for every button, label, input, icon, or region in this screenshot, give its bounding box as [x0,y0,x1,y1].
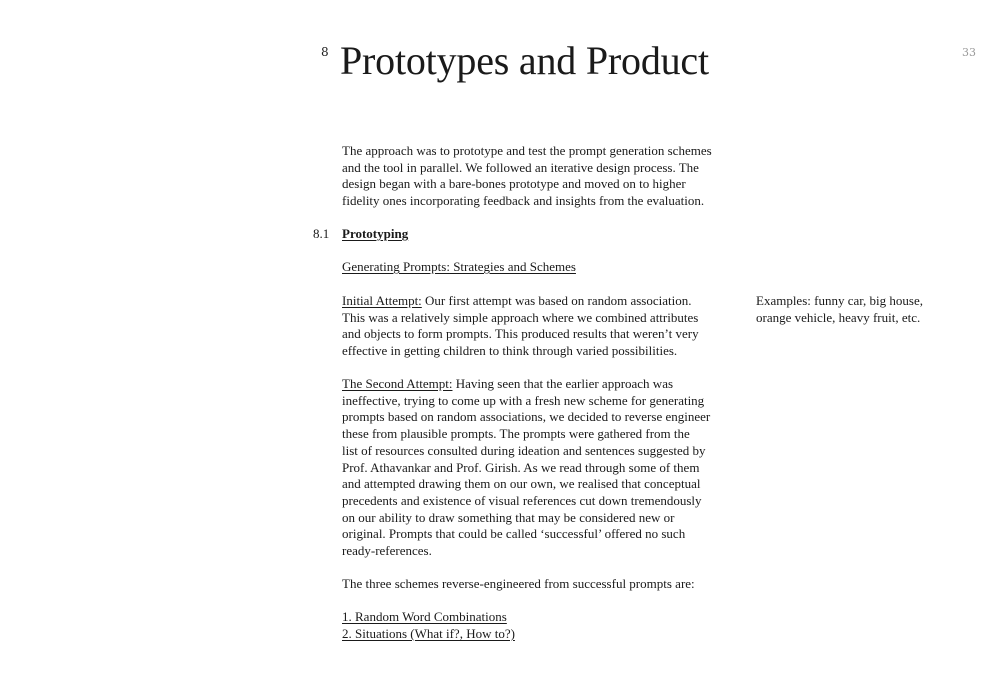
second-attempt-line: prompts based on random associations, we decided to reverse engineer [342,409,711,425]
initial-attempt-line: This was a relatively simple approach where we combined attributes [342,309,699,325]
intro-line: and the tool in parallel. We followed an iterative design process. The [342,159,699,175]
intro-line: design began with a bare-bones prototype and moved on to higher [342,176,686,192]
second-attempt-line: Prof. Athavankar and Prof. Girish. As we read through some of them [342,459,700,475]
scheme-item-label: 2. Situations (What if?, How to?) [342,625,515,641]
second-attempt-line: ready-references. [342,543,432,559]
initial-attempt-label: Initial Attempt: [342,293,422,308]
intro-line: The approach was to prototype and test the prompt generation schemes [342,143,712,158]
initial-attempt-line: and objects to form prompts. This produced results that weren’t very [342,326,699,342]
chapter-number: 8 [321,45,329,59]
section-number: 8.1 [313,226,330,241]
scheme-item [342,609,762,626]
initial-attempt-first-line [342,293,762,310]
schemes-intro [342,576,762,593]
scheme-item-label: 1. Random Word Combinations [342,609,507,624]
intro-line: fidelity ones incorporating feedback and insights from the evaluation. [342,193,705,209]
initial-attempt-line: effective in getting children to think through varied possibilities. [342,343,678,359]
second-attempt-line: original. Prompts that could be called ‘successful’ offered no such [342,526,686,542]
second-attempt-first-line [342,376,762,393]
side-note [756,293,991,326]
side-note-line: Examples: funny car, big house, [756,293,923,308]
second-attempt-line: list of resources consulted during ideation and sentences suggested by [342,442,706,458]
second-attempt-line: ineffective, trying to come up with a fresh new scheme for generating [342,392,705,408]
section-title: Prototyping [342,226,409,241]
page-title: Prototypes and Product [340,38,709,83]
schemes-list [342,609,762,642]
subheading-text: Generating Prompts: Strategies and Schemes [342,259,576,274]
second-attempt-paragraph [342,376,762,560]
second-attempt-line: precedents and existence of visual references cut down tremendously [342,492,702,508]
second-attempt-label: The Second Attempt: [342,376,453,391]
subheading [342,259,762,276]
second-attempt-first-line-text: Having seen that the earlier approach was [452,376,674,391]
second-attempt-line: these from plausible prompts. The prompts were gathered from the [342,426,690,442]
scheme-item [342,626,762,643]
side-note-line: orange vehicle, heavy fruit, etc. [756,309,921,325]
initial-attempt-first-line-text: Our first attempt was based on random association. [421,293,692,308]
schemes-intro-text: The three schemes reverse-engineered from successful prompts are: [342,576,695,591]
page-number: 33 [962,46,976,59]
initial-attempt-paragraph [342,293,762,360]
second-attempt-line: and attempted drawing them on our own, we realised that conceptual [342,476,701,492]
second-attempt-line: on our ability to draw something that may be considered new or [342,509,675,525]
intro-paragraph [342,143,762,210]
